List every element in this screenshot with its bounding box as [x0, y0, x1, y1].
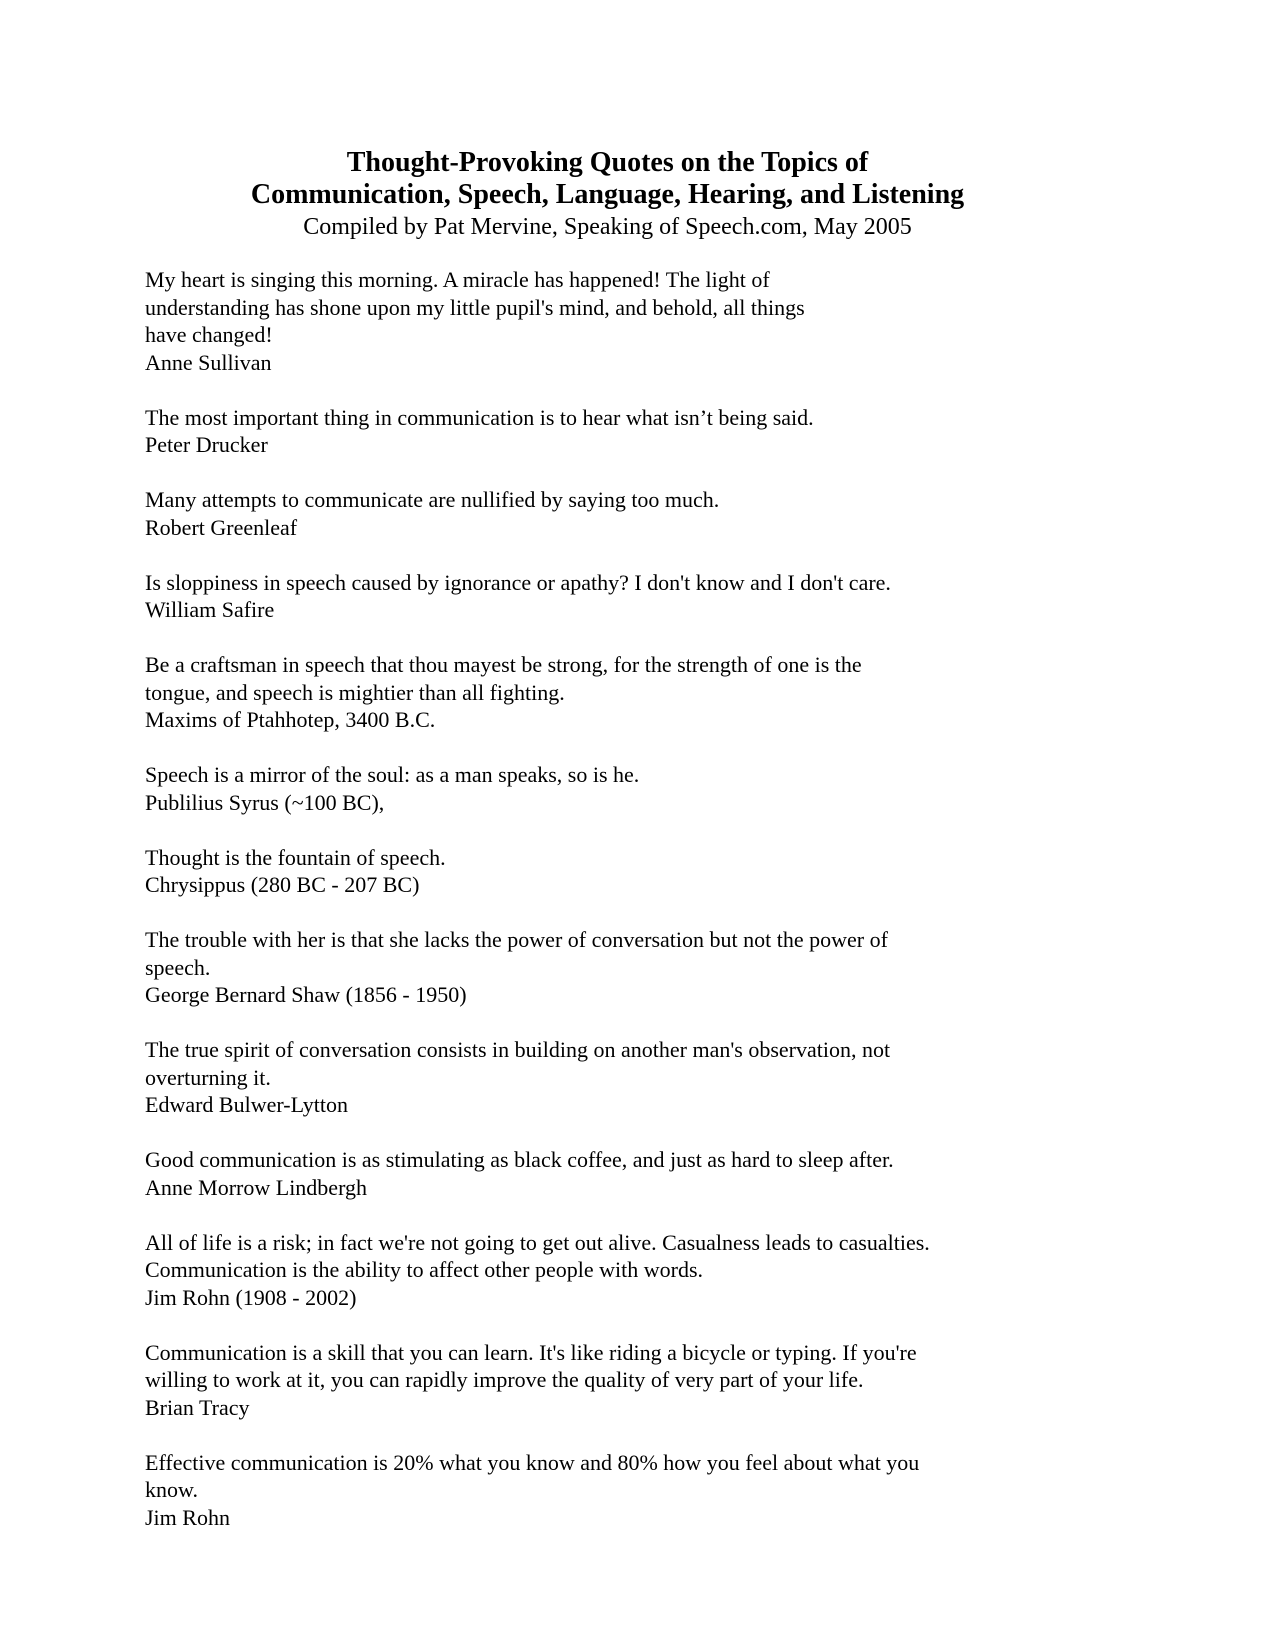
quote-block [145, 651, 1135, 734]
quote-attribution: Jim Rohn (1908 - 2002) [145, 1284, 357, 1310]
quote-text [145, 1146, 1135, 1174]
quote-attribution: Brian Tracy [145, 1394, 250, 1420]
quote-text [145, 404, 1135, 432]
quote-line: willing to work at it, you can rapidly improve the quality of very part of your life. [145, 1367, 864, 1392]
quote-text [145, 1449, 1135, 1504]
quote-attribution: Anne Morrow Lindbergh [145, 1174, 367, 1200]
quote-attribution: Publilius Syrus (~100 BC), [145, 789, 385, 815]
quote-line: tongue, and speech is mightier than all fighting. [145, 679, 565, 705]
quote-line: Communication is the ability to affect other people with words. [145, 1257, 704, 1282]
quote-line: know. [145, 1477, 198, 1502]
quote-line: Is sloppiness in speech caused by ignorance or apathy? I don't know and I don't care. [145, 569, 891, 595]
quote-line: Good communication is as stimulating as black coffee, and just as hard to sleep after. [145, 1147, 894, 1172]
quote-block [145, 1449, 1135, 1532]
quote-text [145, 1229, 1135, 1284]
quote-block [145, 844, 1135, 899]
quote-line: Many attempts to communicate are nullified by saying too much. [145, 487, 720, 512]
quote-block [145, 761, 1135, 816]
quote-attribution: Anne Sullivan [145, 349, 272, 375]
quote-text [145, 569, 1135, 597]
quote-line: Thought is the fountain of speech. [145, 844, 446, 870]
quote-block [145, 569, 1135, 624]
quote-line: Communication is a skill that you can learn. It's like riding a bicycle or typing. If you're [145, 1339, 917, 1365]
quote-attribution: Robert Greenleaf [145, 514, 298, 540]
quote-text [145, 761, 1135, 789]
quote-block [145, 926, 1135, 1009]
quote-line: overturning it. [145, 1064, 271, 1090]
quote-line: Speech is a mirror of the soul: as a man speaks, so is he. [145, 762, 640, 787]
quote-line: The trouble with her is that she lacks the power of conversation but not the power of [145, 927, 888, 952]
quote-line: Effective communication is 20% what you know and 80% how you feel about what you [145, 1449, 920, 1475]
document-header [145, 147, 1070, 244]
quote-block [145, 1036, 1135, 1119]
quote-block [145, 486, 1135, 541]
quote-block [145, 266, 1135, 376]
document-title-line-1: Thought-Provoking Quotes on the Topics of [346, 147, 869, 178]
document-title-line-2: Communication, Speech, Language, Hearing, and Listening [250, 179, 965, 210]
quote-line: understanding has shone upon my little pupil's mind, and behold, all things [145, 294, 805, 320]
quote-attribution: George Bernard Shaw (1856 - 1950) [145, 982, 467, 1007]
quote-block [145, 1339, 1135, 1422]
quote-text [145, 266, 1135, 349]
quote-line: All of life is a risk; in fact we're not going to get out alive. Casualness leads to casualties. [145, 1229, 930, 1255]
quote-attribution: Chrysippus (280 BC - 207 BC) [145, 872, 420, 897]
quote-block [145, 1146, 1135, 1201]
quote-text [145, 651, 1135, 706]
quote-text [145, 926, 1135, 981]
quote-line: The true spirit of conversation consists in building on another man's observation, not [145, 1037, 891, 1062]
quotes-list [145, 266, 1135, 1531]
quote-line: have changed! [145, 322, 273, 347]
quote-block [145, 404, 1135, 459]
quote-attribution: William Safire [145, 597, 275, 622]
quote-text [145, 486, 1135, 514]
quote-attribution: Edward Bulwer-Lytton [145, 1092, 349, 1117]
quote-attribution: Maxims of Ptahhotep, 3400 B.C. [145, 707, 436, 732]
document-byline: Compiled by Pat Mervine, Speaking of Speech.com, May 2005 [303, 214, 912, 240]
quote-block [145, 1229, 1135, 1312]
quote-attribution: Peter Drucker [145, 432, 268, 457]
quote-text [145, 844, 1135, 872]
quote-line: My heart is singing this morning. A miracle has happened! The light of [145, 267, 770, 292]
quote-attribution: Jim Rohn [145, 1504, 230, 1530]
quote-line: speech. [145, 954, 211, 980]
quote-line: The most important thing in communication is to hear what isn’t being said. [145, 404, 814, 430]
quote-text [145, 1036, 1135, 1091]
quote-line: Be a craftsman in speech that thou mayest be strong, for the strength of one is the [145, 652, 862, 677]
quote-text [145, 1339, 1135, 1394]
